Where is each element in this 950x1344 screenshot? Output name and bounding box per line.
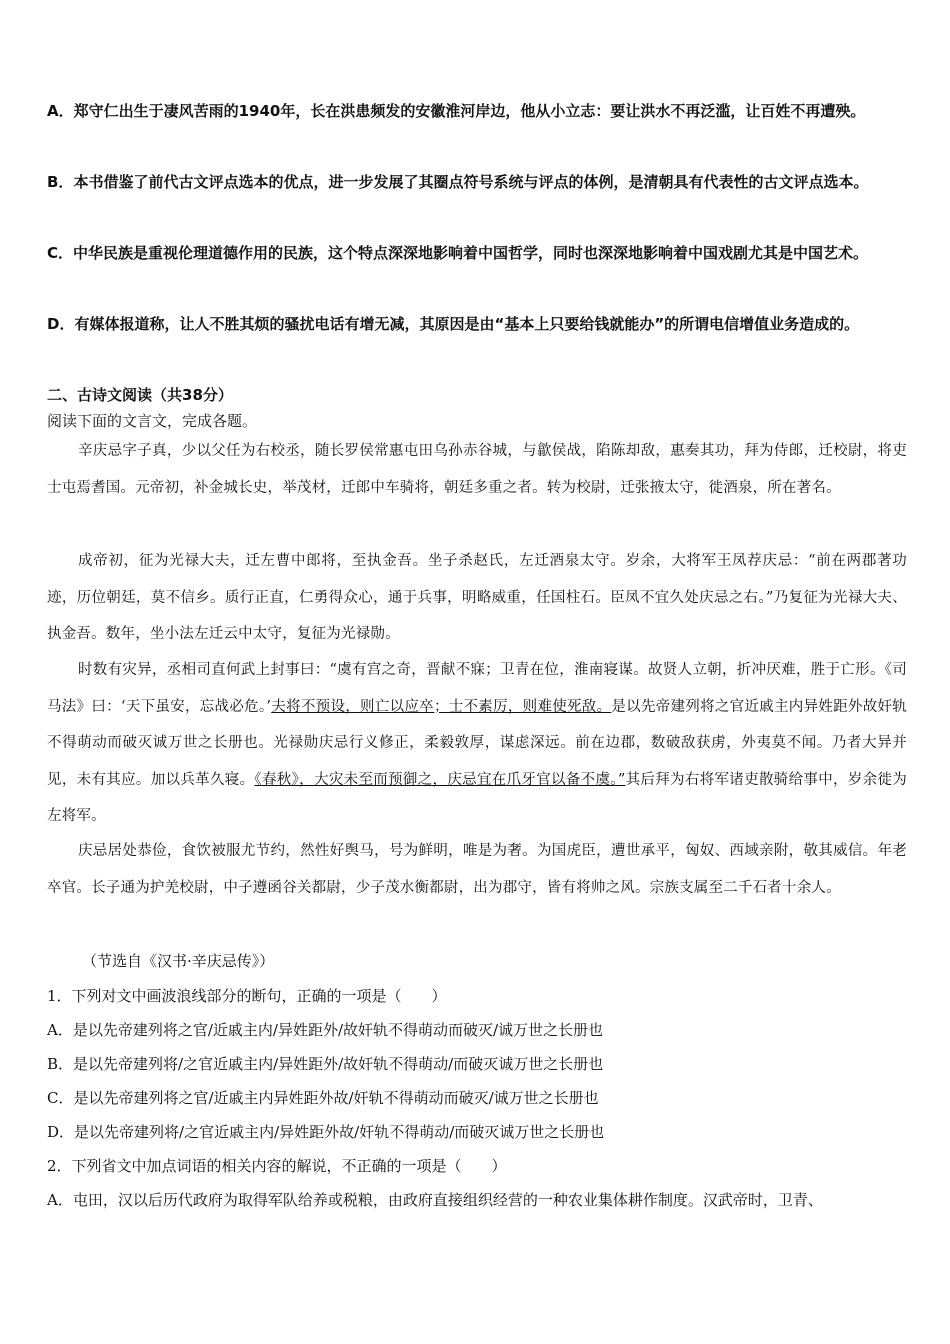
- option-label: A．: [47, 102, 74, 120]
- question-1-option-c[interactable]: C．是以先帝建列将之官/近戚主内异姓距外故/奸轨不得萌动而破灭/诚万世之长册也: [47, 1089, 599, 1107]
- question-1-stem: 1．下列对文中画波浪线部分的断句，正确的一项是（ ）: [47, 987, 447, 1005]
- question-2-option-a[interactable]: A．屯田，汉以后历代政府为取得军队给养或税粮，由政府直接组织经营的一种农业集体耕作制度。汉武帝时，卫青、: [47, 1191, 823, 1209]
- option-label: D．: [47, 315, 75, 333]
- option-d-top: [47, 306, 907, 342]
- option-text: 本书借鉴了前代古文评点选本的优点，进一步发展了其圈点符号系统与评点的体例，是清朝具有代表性的古文评点选本。: [73, 173, 869, 191]
- passage-paragraph-2: 成帝初，征为光禄大夫，迁左曹中郎将，至执金吾。坐子杀赵氏，左迁酒泉太守。岁余，大将军王凤荐庆忌：“前在两郡著功迹，历位朝廷，莫不信乡。质行正直，仁勇得众心，通于兵事，明略威重，任国柱石。臣凤不宜久处庆忌之右。”乃复征为光禄大夫、执金吾。数年，坐小法左迁云中太守，复征为光禄勋。: [47, 553, 907, 642]
- question-1-option-d[interactable]: D．是以先帝建列将/之官近戚主内/异姓距外故/奸轨不得萌动/而破灭诚万世之长册也: [47, 1123, 605, 1141]
- option-c-top: [47, 235, 907, 271]
- option-label: B．: [47, 173, 74, 191]
- question-1-option-b[interactable]: B．是以先帝建列将/之官近戚主内/异姓距外/故奸轨不得萌动/而破灭诚万世之长册也: [47, 1055, 604, 1073]
- passage-text: 时数有灾异，丞相司直何武上封事曰：“虞有宫之奇，晋献不寐；卫青在位，淮南寝谋。故贤人立朝，折冲厌难，胜于亡形。《司马法》曰：‘天下虽安，忘战必危。’: [47, 662, 907, 715]
- passage-paragraph-3: [47, 652, 907, 835]
- passage-text: 是以先帝建列将之官近戚主内异姓距外故奸轨不得萌动而破灭诚万世之长册也。光禄勋庆忌行义修正，柔毅敦厚，谋虑深远。前在边郡，数破敌获虏，外夷莫不闻。乃者大异并见，未有其应。加以兵革久寝。: [47, 698, 907, 788]
- question-1-option-a[interactable]: A．是以先帝建列将之官/近戚主内/异姓距外/故奸轨不得萌动而破灭/诚万世之长册也: [47, 1021, 604, 1039]
- passage-text: 其后拜为右将军诸吏散骑给事中，岁余徙为左将军。: [47, 771, 907, 824]
- option-b-top: [47, 164, 907, 200]
- passage-paragraph-1: 辛庆忌字子真，少以父任为右校丞，随长罗侯常惠屯田乌孙赤谷城，与歙侯战，陷陈却敌，惠奏其功，拜为侍郎，迁校尉，将吏士屯焉耆国。元帝初，补金城长史，举茂材，迁郎中车骑将，朝廷多重之者。转为校尉，迁张掖太守，徙酒泉，所在著名。: [47, 443, 907, 496]
- section-instruction: 阅读下面的文言文，完成各题。: [47, 412, 258, 430]
- option-label: C．: [47, 244, 74, 262]
- option-a-top: [47, 93, 907, 129]
- underlined-sentence: 夫将不预设，则亡以应卒；士不素厉，则难使死敌。: [271, 698, 612, 715]
- question-2-stem: 2．下列省文中加点词语的相关内容的解说，不正确的一项是（ ）: [47, 1157, 507, 1175]
- passage-source: （节选自《汉书·辛庆忌传》）: [82, 952, 275, 970]
- underlined-sentence: 《春秋》，大灾未至而预御之，庆忌宜在爪牙官以备不虞。”: [254, 771, 626, 788]
- passage-paragraph-4: 庆忌居处恭俭，食饮被服尤节约，然性好舆马，号为鲜明，唯是为奢。为国虎臣，遭世承平，匈奴、西域亲附，敬其威信。年老卒官。长子通为护羌校尉，中子遵函谷关都尉，少子茂水衡都尉，出为郡守，皆有将帅之风。宗族支属至二千石者十余人。: [47, 843, 907, 896]
- option-text: 郑守仁出生于凄风苦雨的1940年，长在洪患频发的安徽淮河岸边，他从小立志：要让洪水不再泛滥，让百姓不再遭殃。: [73, 102, 866, 120]
- option-text: 有媒体报道称，让人不胜其烦的骚扰电话有增无减，其原因是由“基本上只要给钱就能办”的所谓电信增值业务造成的。: [74, 315, 860, 333]
- section-title: 二、古诗文阅读（共38分）: [47, 386, 233, 404]
- option-text: 中华民族是重视伦理道德作用的民族，这个特点深深地影响着中国哲学，同时也深深地影响着中国戏剧尤其是中国艺术。: [73, 244, 869, 262]
